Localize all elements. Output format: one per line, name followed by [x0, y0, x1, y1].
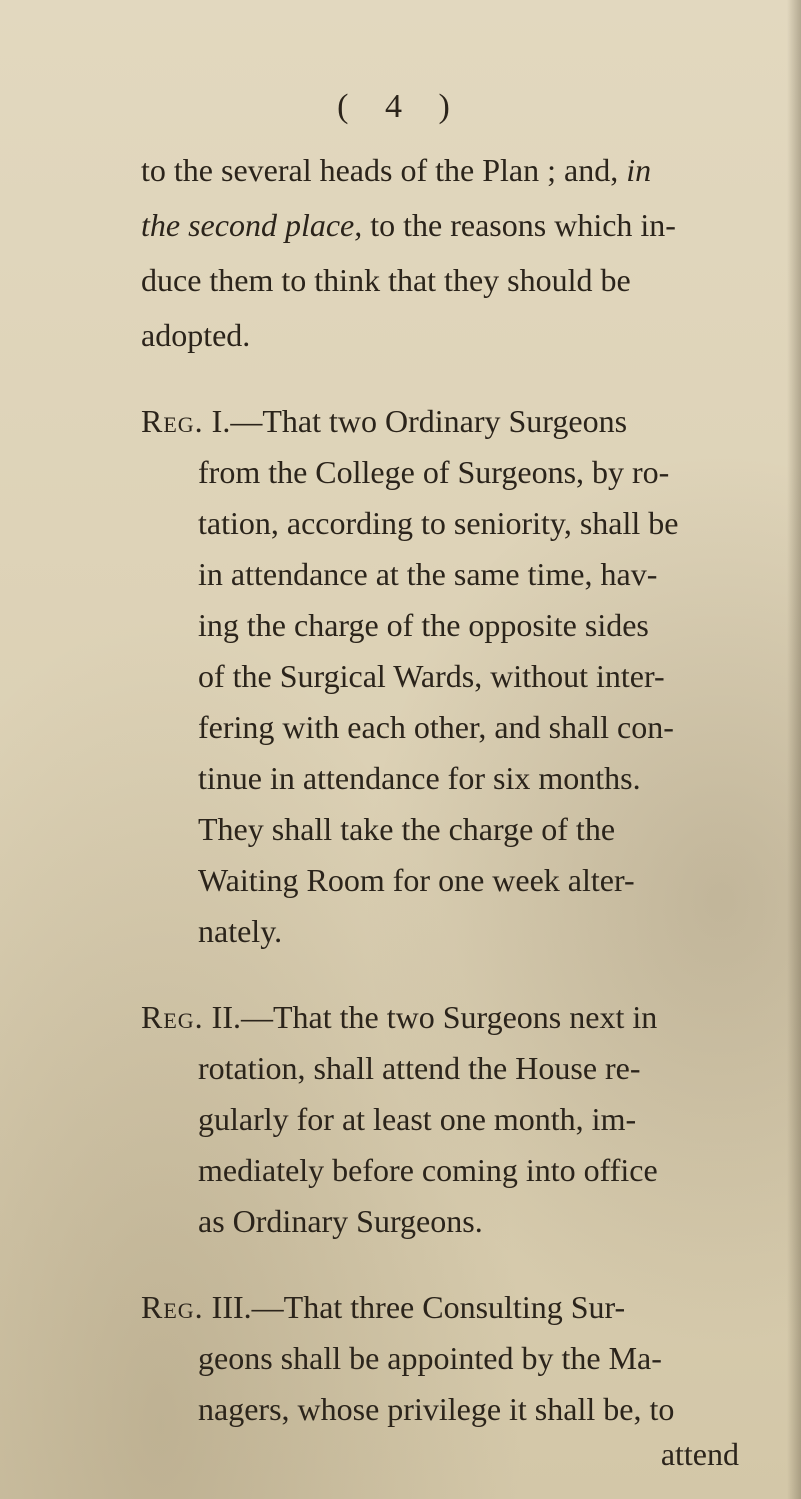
reg1-line-6: of the Surgical Wards, without inter- [198, 658, 665, 694]
page-edge-shadow [787, 0, 801, 1499]
intro-line-1: to the several heads of the Plan ; and, in [141, 152, 652, 188]
reg2-line-5: as Ordinary Surgeons. [198, 1203, 483, 1239]
intro-line-3: duce them to think that they should be [141, 262, 631, 298]
reg1-line-8: tinue in attendance for six months. [198, 760, 641, 796]
intro-line-2: the second place, to the reasons which in- [141, 207, 676, 243]
catchword: attend [660, 1436, 739, 1472]
reg1-line-1: Reg. I.—That two Ordinary Surgeons [141, 403, 628, 439]
reg1-line-11: nately. [198, 913, 283, 949]
reg2-label: Reg. [141, 999, 204, 1035]
reg1-line-10: Waiting Room for one week alter- [198, 862, 635, 898]
reg1-line-2: from the College of Surgeons, by ro- [198, 454, 670, 490]
reg2-line-1: Reg. II.—That the two Surgeons next in [141, 999, 658, 1035]
reg1-line-7: fering with each other, and shall con- [198, 709, 674, 745]
page-number: ( 4 ) [337, 88, 464, 125]
reg2-line-4: mediately before coming into office [198, 1152, 658, 1188]
reg3-line-1: Reg. III.—That three Consulting Sur- [141, 1289, 626, 1325]
reg3-line-3: nagers, whose privilege it shall be, to [198, 1391, 675, 1427]
reg1-line-3: tation, according to seniority, shall be [198, 505, 679, 541]
reg3-line-2: geons shall be appointed by the Ma- [198, 1340, 662, 1376]
intro-line-4: adopted. [141, 317, 251, 353]
reg1-line-9: They shall take the charge of the [198, 811, 616, 847]
reg3-label: Reg. [141, 1289, 204, 1325]
reg2-line-3: gularly for at least one month, im- [198, 1101, 637, 1137]
reg2-line-2: rotation, shall attend the House re- [198, 1050, 641, 1086]
reg1-line-5: ing the charge of the opposite sides [198, 607, 649, 643]
reg1-line-4: in attendance at the same time, hav- [198, 556, 658, 592]
reg1-label: Reg. [141, 403, 204, 439]
